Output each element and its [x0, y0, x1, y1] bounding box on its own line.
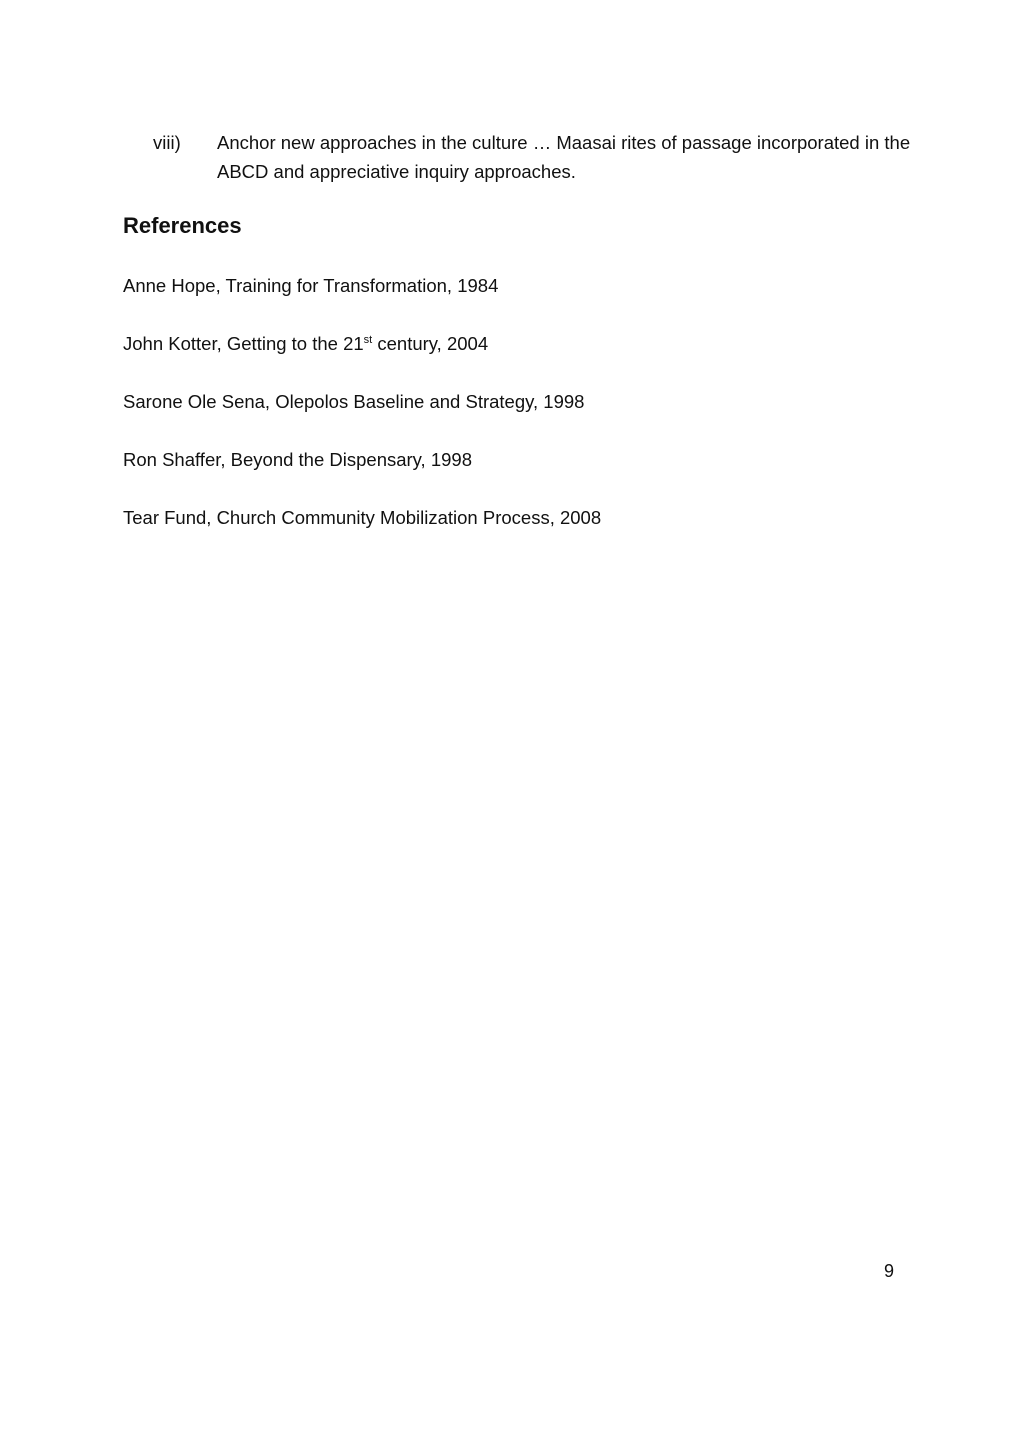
reference-tear-fund: Tear Fund, Church Community Mobilization Process, 2008 — [123, 507, 602, 528]
reference-kotter-text-end: century, 2004 — [372, 333, 489, 354]
reference-sena: Sarone Ole Sena, Olepolos Baseline and Strategy, 1998 — [123, 391, 585, 412]
references-heading: References — [123, 213, 242, 238]
reference-shaffer: Ron Shaffer, Beyond the Dispensary, 1998 — [123, 449, 472, 470]
reference-hope: Anne Hope, Training for Transformation, 1984 — [123, 275, 499, 296]
reference-kotter-superscript: st — [363, 334, 373, 346]
list-item-viii — [153, 128, 913, 186]
list-marker: viii) — [153, 132, 181, 153]
page-number: 9 — [884, 1261, 895, 1281]
reference-kotter — [123, 331, 488, 357]
list-item-text: Anchor new approaches in the culture … Maasai rites of passage incorporated in the ABCD and appreciative inquiry approaches. — [217, 132, 911, 182]
reference-kotter-text: John Kotter, Getting to the 21 — [123, 333, 364, 354]
